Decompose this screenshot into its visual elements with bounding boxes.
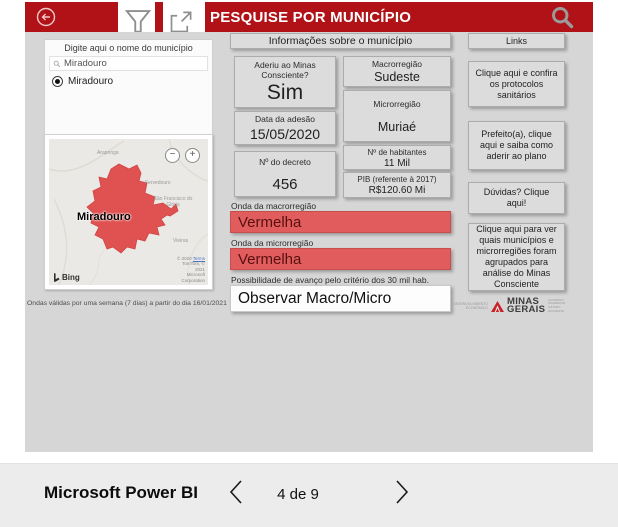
info-section-header: Informações sobre o município — [230, 33, 451, 49]
map-label-neighbor: São Francisco do Glória — [153, 196, 193, 208]
topbar — [205, 2, 593, 32]
page-title: PESQUISE POR MUNICÍPIO — [210, 8, 412, 26]
card-habitantes — [343, 145, 451, 170]
attribution-microsoft: Microsoft — [186, 272, 205, 277]
map-region-miradouro — [87, 164, 178, 253]
terms-link[interactable]: Terms — [192, 255, 205, 261]
card-pib-value: R$120.60 Mi — [368, 185, 426, 196]
map-label-neighbor: Vieiras — [173, 238, 189, 244]
card-microrregiao-label: Microrregião — [373, 99, 421, 109]
search-input[interactable] — [49, 56, 208, 71]
card-microrregiao-value: Muriaé — [377, 120, 417, 134]
links-header: Links — [468, 33, 565, 49]
attribution-2021: 2021 — [194, 266, 205, 272]
radio-selected-icon — [52, 76, 63, 87]
logo-right-text: GOVERNO DIFERENTE ESTADO EFICIENTE — [548, 297, 566, 313]
card-decreto — [234, 151, 336, 197]
search-result-option[interactable] — [52, 76, 212, 87]
onda-macro-label: Onda da macrorregião — [231, 201, 317, 211]
card-aderiu-label: Aderiu ao Minas Consciente? — [254, 60, 316, 80]
search-input-value: Miradouro — [64, 58, 107, 69]
link-prefeito-button[interactable]: Prefeito(a), clique aqui e saiba como aderir ao plano — [468, 121, 565, 170]
logo-wordmark-line1: MINAS — [507, 295, 540, 307]
logo-wordmark-line2: GERAIS — [507, 304, 546, 315]
card-decreto-label: Nº do decreto — [259, 157, 311, 167]
card-aderiu — [234, 56, 336, 108]
card-macrorregiao — [343, 56, 451, 87]
attribution-corporation: Corporation — [181, 277, 205, 283]
search-result-label: Miradouro — [68, 76, 114, 87]
card-aderiu-value: Sim — [266, 81, 304, 104]
bing-logo — [53, 273, 80, 282]
map-label-neighbor: Araponga — [97, 150, 119, 156]
card-data-adesao-label: Data da adesão — [254, 114, 316, 124]
link-duvidas-button[interactable]: Dúvidas? Clique aqui! — [468, 182, 565, 214]
card-data-adesao-value: 15/05/2020 — [249, 126, 321, 142]
logo-left-text: DESENVOLVIMENTO ECONÔMICO — [453, 302, 488, 310]
zoom-out-button[interactable]: − — [165, 148, 180, 163]
card-habitantes-value: 11 Mil — [384, 158, 410, 169]
magnifier-icon — [53, 60, 61, 68]
search-icon[interactable] — [549, 4, 576, 31]
powerbi-brand-link[interactable]: Microsoft Power BI — [44, 483, 198, 502]
avanco-label: Possibilidade de avanço pelo critério dos 30 mil hab. — [231, 275, 429, 285]
search-panel-header: Digite aqui o nome do município — [64, 43, 193, 53]
page-indicator: 4 de 9 — [277, 486, 319, 503]
card-macrorregiao-value: Sudeste — [374, 70, 420, 84]
waves-validity-footnote: Ondas válidas por uma semana (7 dias) a partir do dia 16/01/2021 — [27, 300, 227, 307]
zoom-in-button[interactable]: + — [185, 148, 200, 163]
link-protocolos-button[interactable]: Clique aqui e confira os protocolos sanitários — [468, 61, 565, 107]
municipality-search-panel — [44, 39, 213, 136]
card-pib-label: PIB (referente à 2017) — [357, 175, 437, 184]
card-microrregiao — [343, 90, 451, 142]
back-icon[interactable] — [36, 7, 56, 27]
topbar-divider — [155, 2, 163, 35]
onda-macro-value: Vermelha — [230, 211, 451, 233]
logo-wordmark — [507, 295, 546, 315]
onda-micro-label: Onda da microrregião — [231, 238, 314, 248]
map-panel — [44, 134, 213, 290]
card-decreto-value: 456 — [272, 176, 298, 193]
bing-label: Bing — [62, 273, 80, 282]
minas-gerais-triangle-icon — [491, 301, 504, 312]
map[interactable] — [49, 139, 208, 285]
map-attribution — [177, 256, 205, 284]
onda-micro-value: Vermelha — [230, 248, 451, 270]
attribution-year: © 2020 — [177, 255, 192, 261]
avanco-value: Observar Macro/Micro — [230, 285, 451, 312]
map-label-neighbor: Fervedouro — [145, 180, 171, 186]
minas-gerais-logo — [448, 295, 570, 317]
topbar-left-segment — [25, 2, 118, 32]
bing-icon — [53, 273, 60, 282]
card-habitantes-label: Nº de habitantes — [367, 148, 427, 157]
chevron-right-icon[interactable] — [394, 479, 410, 505]
chevron-left-icon[interactable] — [228, 479, 244, 505]
link-agrupamentos-button[interactable]: Clique aqui para ver quais municípios e microrregiões foram agrupados para análise do Minas Consciente — [468, 223, 565, 291]
map-label-selected: Miradouro — [77, 211, 131, 223]
card-macrorregiao-label: Macrorregião — [371, 59, 423, 69]
card-data-adesao — [234, 111, 336, 145]
card-pib — [343, 172, 451, 198]
attribution-tomtom: TomTom, © — [182, 261, 205, 266]
